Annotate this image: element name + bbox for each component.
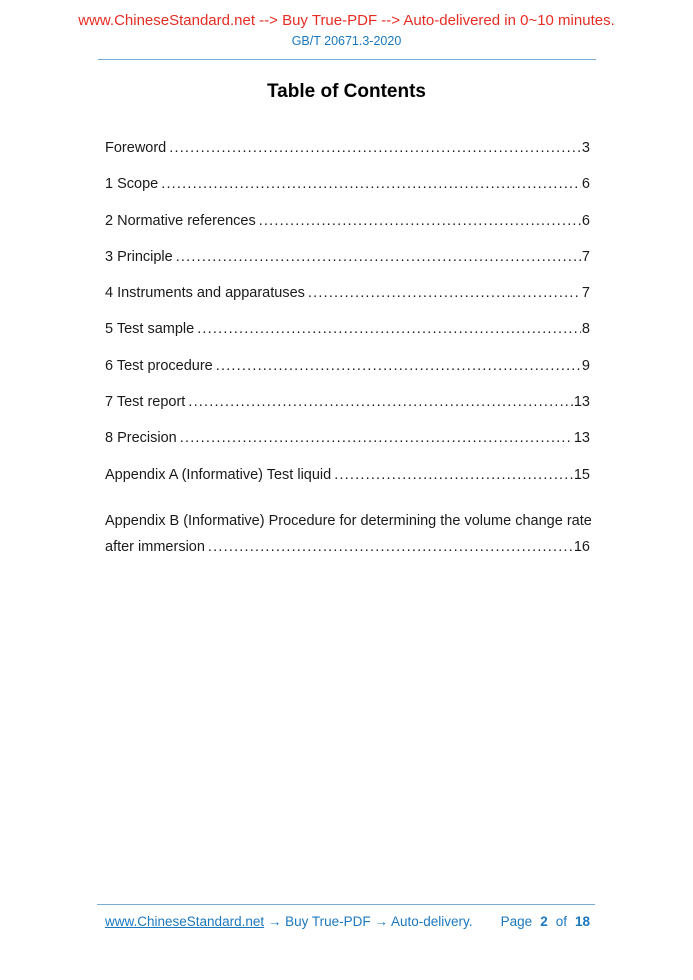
total-page-number: 18 [574,914,590,929]
toc-entry [105,176,590,212]
toc-entry-label: 7 Test report [105,394,186,411]
toc-entry-label: 4 Instruments and apparatuses [105,285,305,302]
of-word: of [555,914,567,929]
toc-entry [105,321,590,357]
footer-buy-text: Buy True-PDF [285,914,371,929]
toc-entry [105,358,590,394]
toc-page-number: 16 [573,539,590,556]
toc-entry [105,430,590,466]
toc-entry-label: 1 Scope [105,176,159,193]
toc-page-number: 3 [581,140,590,156]
page-footer [105,914,590,929]
page-header [0,0,693,49]
toc-entry [105,140,590,176]
page-indicator [501,914,590,929]
footer-website-link[interactable]: www.ChineseStandard.net [105,914,265,929]
toc-dot-leader [308,285,581,301]
footer-promo [105,914,472,929]
standard-number: GB/T 20671.3-2020 [291,34,402,48]
toc-page-number: 6 [581,176,590,193]
toc-entry-label: Appendix A (Informative) Test liquid [105,466,332,483]
toc-dot-leader [176,249,581,265]
toc-dot-leader [197,321,581,337]
footer-divider [97,904,595,905]
toc-page-number: 6 [581,212,590,229]
toc-page-number: 13 [573,430,590,447]
toc-entry-label: 5 Test sample [105,321,195,338]
arrow-icon: → [374,914,388,929]
toc-dot-leader [334,467,573,483]
footer-delivery-text: Auto-delivery. [390,914,473,929]
toc-entry-label: 6 Test procedure [105,357,213,374]
toc-entry-label: 8 Precision [105,430,177,447]
toc-page-number: 8 [581,321,590,338]
toc-entry-label: Foreword [105,140,167,156]
arrow-icon: → [267,914,282,929]
page-title: Table of Contents [266,81,427,102]
toc-entry [105,503,590,539]
toc-entry-label: after immersion [105,539,205,556]
header-divider [98,59,596,60]
toc-entry [105,467,590,503]
toc-dot-leader [216,358,581,374]
toc-entry [105,394,590,430]
toc-entry [105,539,590,575]
page-word: Page [500,914,533,929]
toc-page-number: 13 [573,394,590,411]
toc-dot-leader [208,539,573,555]
toc-page-number: 9 [581,357,590,374]
toc-entry-label: 2 Normative references [105,212,256,229]
toc-entry-label: 3 Principle [105,248,173,265]
toc-dot-leader [259,213,581,229]
toc-dot-leader [169,140,581,156]
toc-entry [105,249,590,285]
toc-entry-label: Appendix B (Informative) Procedure for determining the volume change rate [105,512,592,529]
toc-page-number: 15 [573,466,590,483]
toc-dot-leader [161,176,581,192]
current-page-number: 2 [540,914,548,929]
promo-banner-text: www.ChineseStandard.net --> Buy True-PDF --> Auto-delivered in 0~10 minutes. [78,12,615,29]
toc-dot-leader [188,394,573,410]
toc-dot-leader [180,430,573,446]
toc-list [105,140,590,576]
toc-page-number: 7 [581,285,590,302]
toc-entry [105,285,590,321]
toc-entry [105,213,590,249]
toc-page-number: 7 [581,248,590,265]
